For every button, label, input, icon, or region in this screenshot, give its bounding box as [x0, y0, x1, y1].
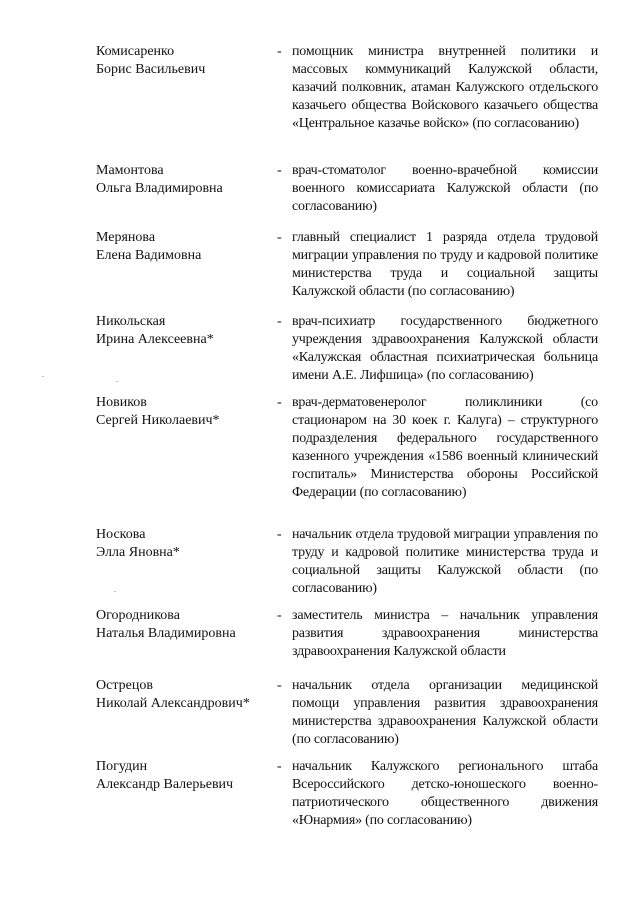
- separator-dash: -: [277, 678, 282, 693]
- separator-dash: -: [277, 314, 282, 329]
- member-surname: Мерянова: [96, 230, 156, 245]
- member-position: главный специалист 1 разряда отдела трудовой миграции управления по труду и кадровой политике министерства труда и социальной защиты Калужской области (по согласованию): [292, 230, 598, 299]
- member-surname: Острецов: [96, 678, 153, 693]
- member-position: заместитель министра – начальник управления развития здравоохранения министерства здравоохранения Калужской области: [292, 608, 598, 659]
- member-given-name: Наталья Владимировна: [96, 626, 236, 641]
- member-position: врач-дерматовенеролог поликлиники (со стационаром на 30 коек г. Калуга) – структурного подразделения федерального государственного казенного учреждения «1586 военный клинический госпиталь» Министерства обороны Российской Федерации (по согласованию): [292, 395, 598, 500]
- member-given-name: Элла Яновна*: [96, 545, 180, 560]
- member-given-name: Александр Валерьевич: [96, 777, 234, 792]
- member-surname: Новиков: [96, 395, 147, 410]
- member-name: [96, 526, 266, 562]
- member-name: [96, 758, 266, 794]
- separator-dash: -: [277, 608, 282, 623]
- member-name: [96, 607, 266, 643]
- scan-speck: [114, 591, 116, 592]
- separator-dash: -: [277, 163, 282, 178]
- member-position: помощник министра внутренней политики и массовых коммуникаций Калужской области, казачий полковник, атаман Калужского отдельского казачьего общества Войскового казачьего общества «Центральное казачье войско» (по согласованию): [292, 44, 598, 131]
- member-given-name: Николай Александрович*: [96, 696, 250, 711]
- member-name: [96, 43, 266, 79]
- member-surname: Никольская: [96, 314, 166, 329]
- member-surname: Комисаренко: [96, 44, 175, 59]
- member-position: начальник отдела трудовой миграции управления по труду и кадровой политике министерства труда и социальной защиты Калужской области (по согласованию): [292, 527, 598, 596]
- separator-dash: -: [277, 44, 282, 59]
- member-name: [96, 394, 266, 430]
- member-position: начальник отдела организации медицинской помощи управления развития здравоохранения министерства здравоохранения Калужской области (по согласованию): [292, 678, 598, 747]
- member-given-name: Ольга Владимировна: [96, 181, 223, 196]
- member-given-name: Сергей Николаевич*: [96, 413, 220, 428]
- member-surname: Огородникова: [96, 608, 180, 623]
- member-given-name: Елена Вадимовна: [96, 248, 202, 263]
- member-position: врач-психиатр государственного бюджетного учреждения здравоохранения Калужской области «Калужская областная психиатрическая больница имени А.Е. Лифшица» (по согласованию): [292, 314, 598, 383]
- member-given-name: Ирина Алексеевна*: [96, 332, 214, 347]
- member-name: [96, 162, 266, 198]
- member-given-name: Борис Васильевич: [96, 62, 206, 77]
- member-position: врач-стоматолог военно-врачебной комиссии военного комиссариата Калужской области (по согласованию): [292, 163, 598, 214]
- member-surname: Погудин: [96, 759, 148, 774]
- separator-dash: -: [277, 230, 282, 245]
- member-surname: Мамонтова: [96, 163, 164, 178]
- scan-speck: [116, 381, 118, 382]
- separator-dash: -: [277, 759, 282, 774]
- separator-dash: -: [277, 395, 282, 410]
- scan-speck: [42, 376, 44, 377]
- member-name: [96, 229, 266, 265]
- member-name: [96, 313, 266, 349]
- separator-dash: -: [277, 527, 282, 542]
- member-position: начальник Калужского регионального штаба Всероссийского детско-юношеского военно-патриотического общественного движения «Юнармия» (по согласованию): [292, 759, 598, 828]
- member-surname: Носкова: [96, 527, 146, 542]
- member-name: [96, 677, 266, 713]
